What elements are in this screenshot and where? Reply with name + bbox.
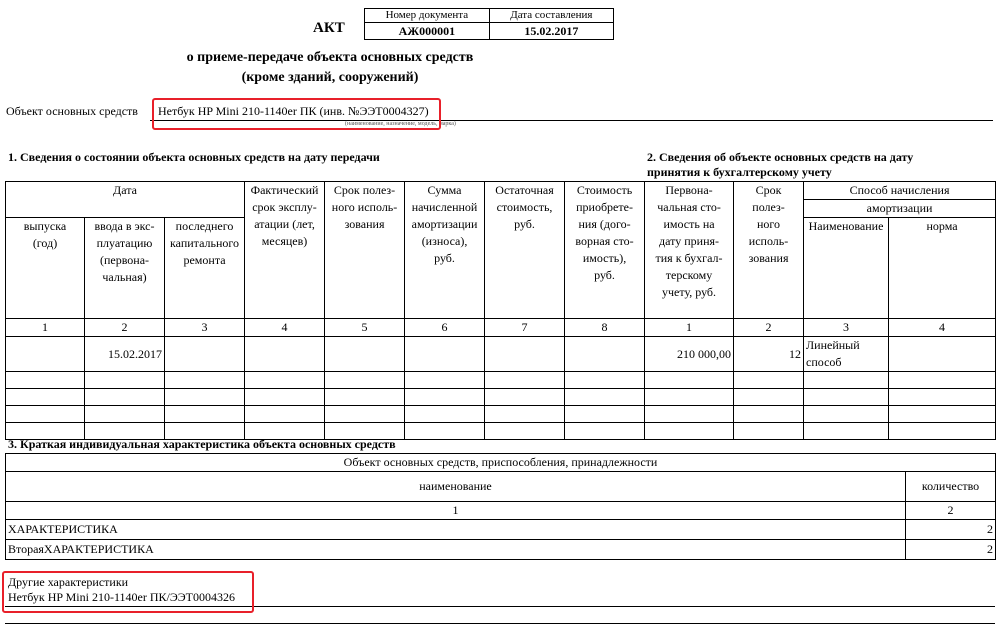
num-cell: 4 [245, 319, 325, 337]
col-acquisition-cost: Стоимость приобрете- ния (дого- ворная сто- имость), руб. [565, 182, 645, 319]
col-qty: количество [906, 472, 996, 502]
table-cell [165, 337, 245, 372]
num-cell: 3 [165, 319, 245, 337]
table-cell [245, 337, 325, 372]
table-row [6, 337, 996, 372]
method-group-header: Способ начисления амортизации [804, 182, 996, 218]
num-cell: 1 [645, 319, 734, 337]
num-cell: 6 [405, 319, 485, 337]
col-method-name: Наименование [804, 218, 889, 319]
col-useful-life: Срок полез- ного исполь- зования [325, 182, 405, 319]
table-cell [889, 337, 996, 372]
method-name-value: Линейный способ [804, 337, 889, 372]
highlight-object [152, 98, 441, 130]
col-depreciation-sum: Сумма начисленной амортизации (износа), руб. [405, 182, 485, 319]
table-row [6, 406, 996, 423]
doc-date-label: Дата составления [489, 9, 613, 23]
characteristic-qty: 2 [906, 540, 996, 560]
useful-life-value: 12 [734, 337, 804, 372]
other-characteristics-value: Нетбук HP Mini 210-1140er ПК/ЭЭТ0004326 [8, 590, 235, 604]
section3-title: 3. Краткая индивидуальная характеристика объекта основных средств [8, 437, 396, 451]
section2-title-line2: принятия к бухгалтерскому учету [647, 165, 832, 179]
num-cell: 2 [906, 502, 996, 520]
object-value: Нетбук HP Mini 210-1140er ПК (инв. №ЭЭТ0004327) [158, 104, 429, 118]
col-initial-cost: Первона- чальная сто- имость на дату приня- тия к бухгал- терскому учету, руб. [645, 182, 734, 319]
object-label: Объект основных средств [6, 104, 138, 118]
num-cell: 2 [734, 319, 804, 337]
characteristic-name: ВтораяХАРАКТЕРИСТИКА [6, 540, 906, 560]
table-cell [6, 337, 85, 372]
initial-cost-value: 210 000,00 [645, 337, 734, 372]
num-cell: 2 [85, 319, 165, 337]
num-cell: 3 [804, 319, 889, 337]
col-name: наименование [6, 472, 906, 502]
characteristics-table [5, 453, 996, 560]
commission-date-value: 15.02.2017 [85, 337, 165, 372]
num-cell: 5 [325, 319, 405, 337]
section2-title-line1: 2. Сведения об объекте основных средств на дату [647, 150, 914, 164]
col-method-norm: норма [889, 218, 996, 319]
section1-title: 1. Сведения о состоянии объекта основных средств на дату передачи [8, 150, 380, 164]
doc-number-label: Номер документа [365, 9, 490, 23]
document-title: АКТ [313, 20, 345, 36]
doc-number-table [364, 8, 614, 40]
col-release-year: выпуска (год) [6, 218, 85, 319]
state-table [5, 181, 996, 440]
date-group-header: Дата [6, 182, 245, 218]
num-cell: 8 [565, 319, 645, 337]
col-last-repair: последнего капитального ремонта [165, 218, 245, 319]
subtitle-line1: о приеме-передаче объекта основных средств [186, 50, 474, 65]
table-cell [565, 337, 645, 372]
subtitle-line2: (кроме зданий, сооружений) [241, 70, 419, 85]
table-row [6, 540, 996, 560]
doc-date-value: 15.02.2017 [489, 23, 613, 40]
col-actual-term: Фактический срок эксплу- атации (лет, месяцев) [245, 182, 325, 319]
col-residual-value: Остаточная стоимость, руб. [485, 182, 565, 319]
object-hint: (наименование, назначение, модель, марка) [345, 121, 456, 127]
other-underline-2 [5, 623, 995, 624]
table-cell [325, 337, 405, 372]
num-cell: 7 [485, 319, 565, 337]
characteristics-group-header: Объект основных средств, приспособления, принадлежности [6, 454, 996, 472]
characteristic-qty: 2 [906, 520, 996, 540]
table-cell [405, 337, 485, 372]
table-row [6, 389, 996, 406]
table-row [6, 520, 996, 540]
doc-number-value: АЖ000001 [365, 23, 490, 40]
col-commission-date: ввода в экс- плуатацию (первона- чальная) [85, 218, 165, 319]
table-cell [485, 337, 565, 372]
characteristic-name: ХАРАКТЕРИСТИКА [6, 520, 906, 540]
table-row [6, 372, 996, 389]
col-useful-life-2: Срок полез- ного исполь- зования [734, 182, 804, 319]
num-cell: 1 [6, 319, 85, 337]
num-cell: 1 [6, 502, 906, 520]
num-cell: 4 [889, 319, 996, 337]
highlight-other [2, 571, 254, 613]
other-characteristics-label: Другие характеристики [8, 575, 129, 589]
